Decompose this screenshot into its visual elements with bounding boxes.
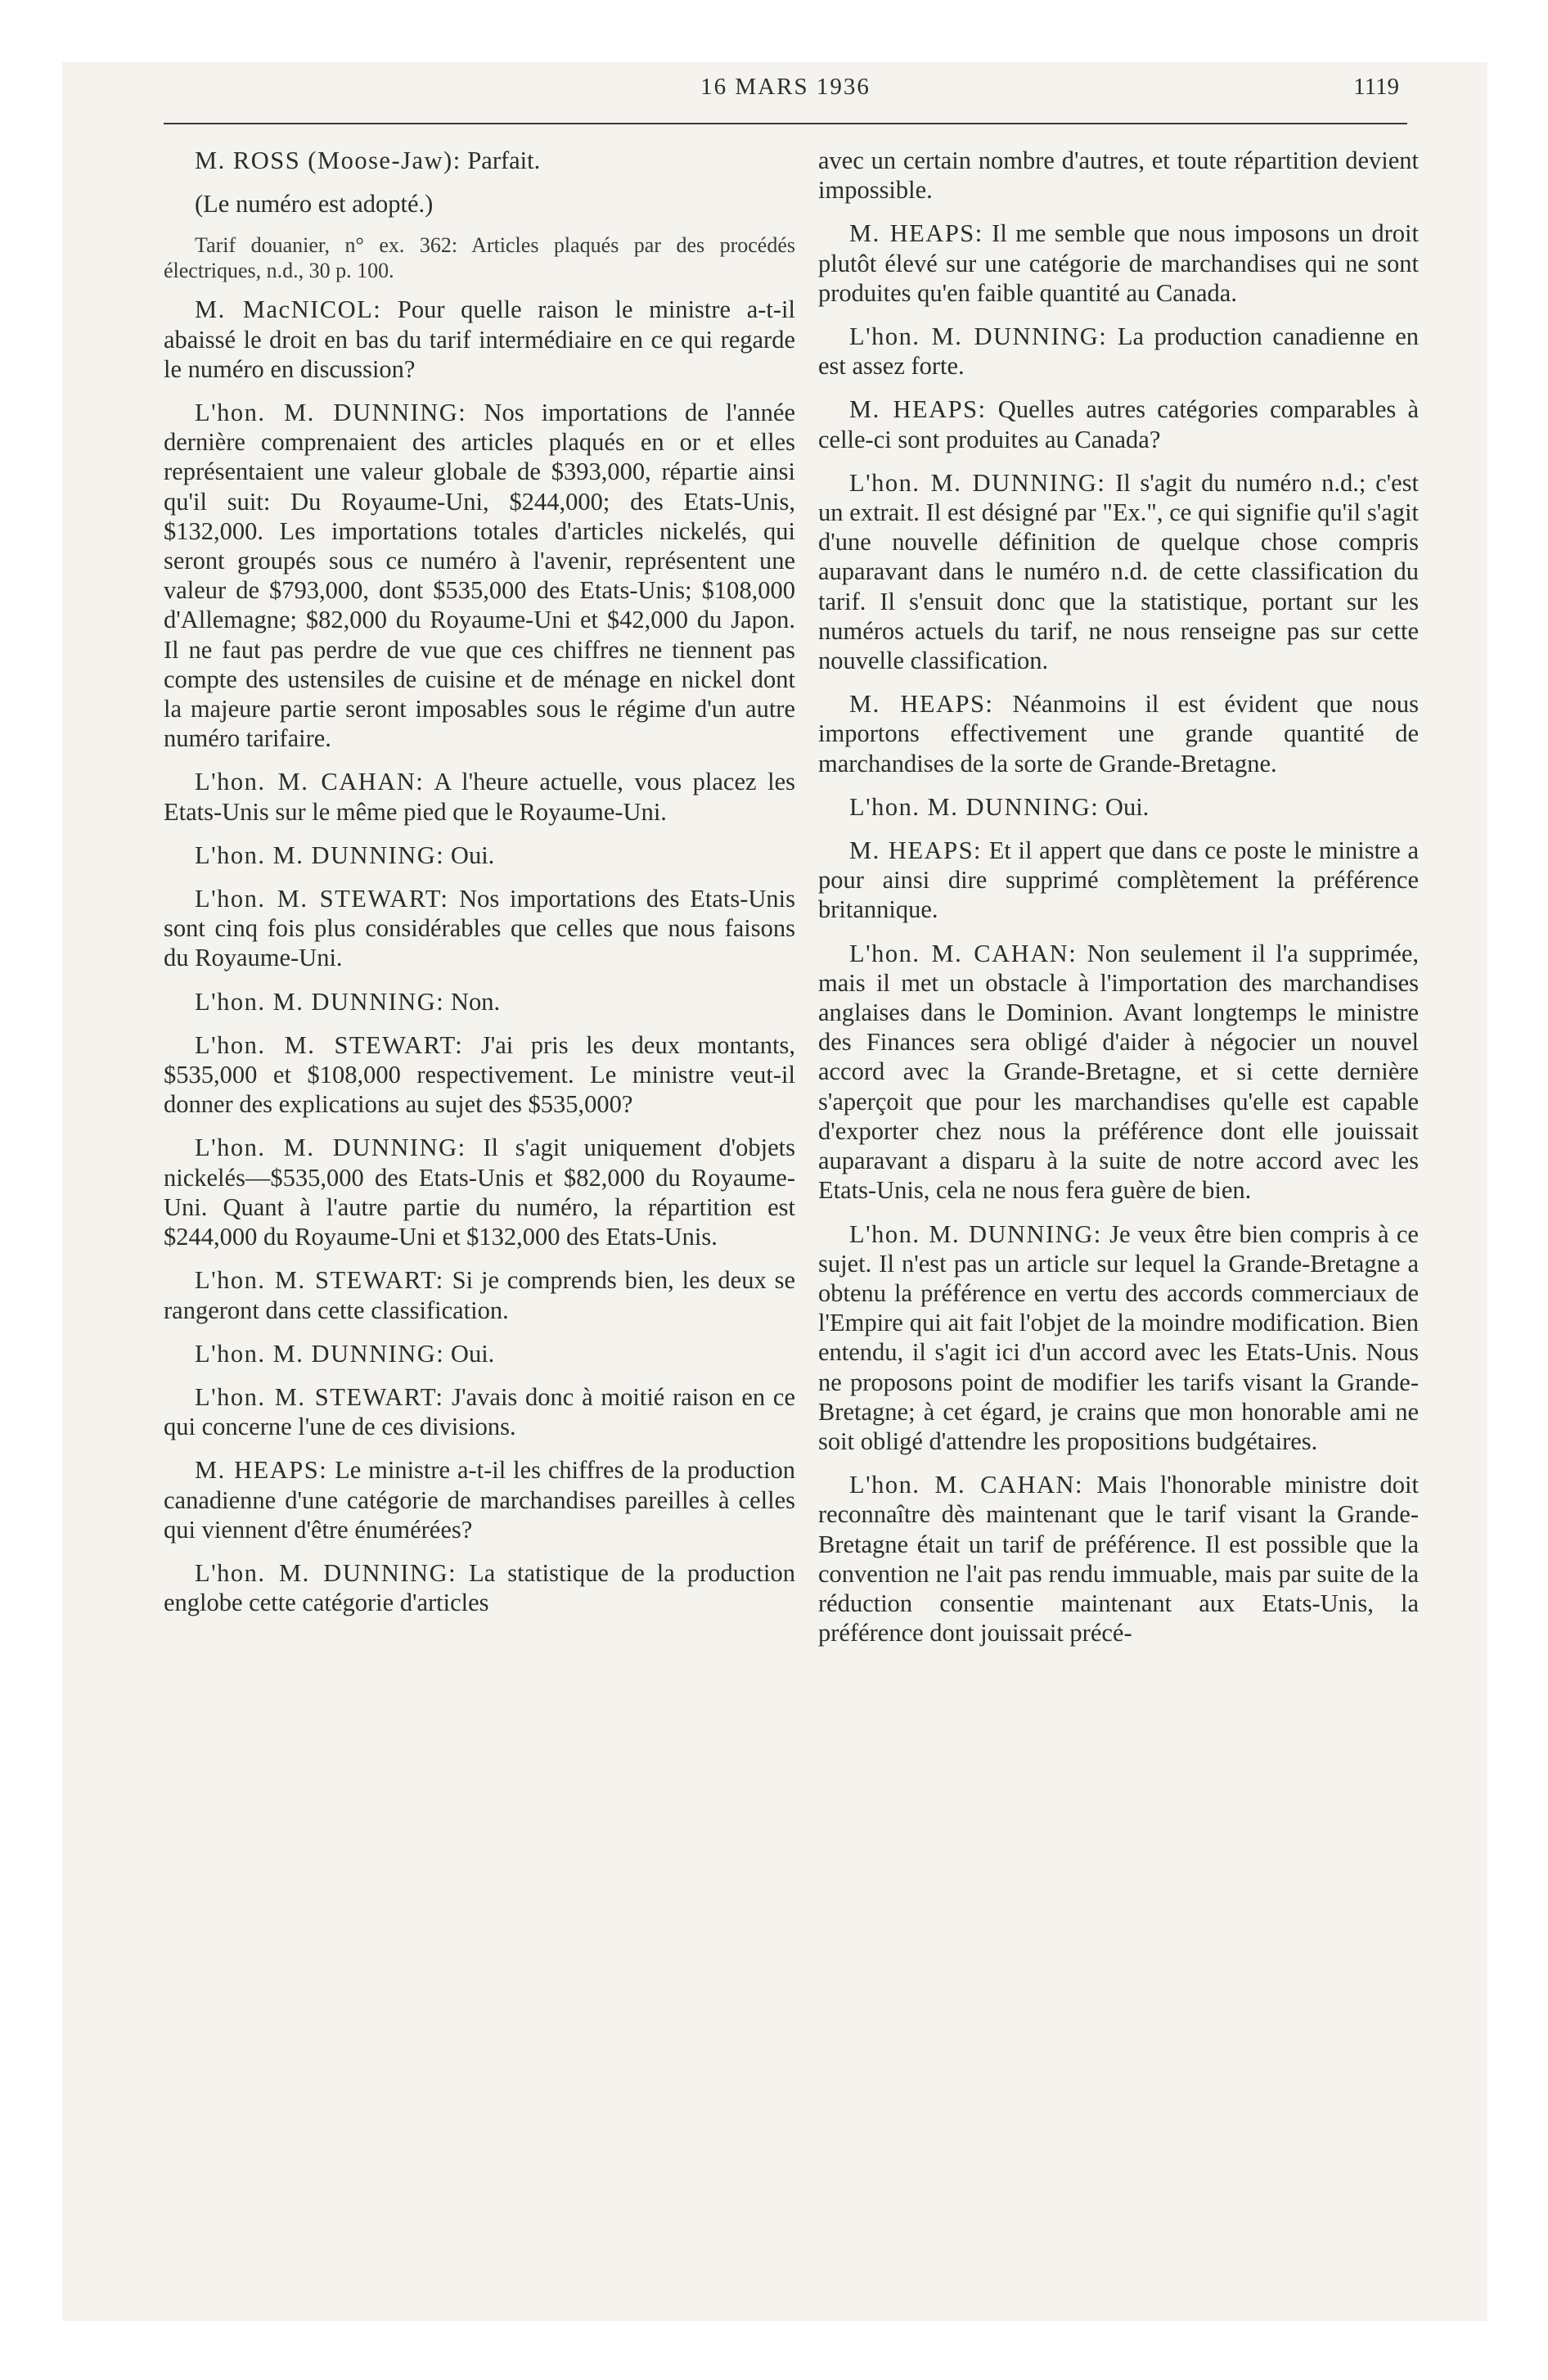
- speaker-name: M. HEAPS:: [849, 836, 983, 865]
- paragraph: [818, 836, 1419, 925]
- paragraph: [164, 884, 795, 973]
- speech-text: Oui.: [1099, 792, 1150, 821]
- speech-text: Si je comprends bien, les deux se rangeront dans cette classification.: [164, 1266, 795, 1324]
- speech-text: Mais l'honorable ministre doit reconnaître dès maintenant que le tarif visant la Grande-Bretagne était un tarif de préférence. Il est possible que la convention ne l'ait pas rendu immuable, mais par suite de la réduction consentie maintenant aux Etats-Unis, la préférence dont jouissait précé-: [818, 1471, 1419, 1648]
- speech-text: Pour quelle raison le ministre a-t-il abaissé le droit en bas du tarif intermédiaire en ce qui regarde le numéro en discussion?: [164, 295, 795, 383]
- speaker-name: L'hon. M. STEWART:: [195, 885, 449, 913]
- speech-text: Néanmoins il est évident que nous importons effectivement une grande quantité de marchandises de la sorte de Grande-Bretagne.: [818, 690, 1419, 778]
- paragraph: [818, 468, 1419, 675]
- speech-text: Il me semble que nous imposons un droit plutôt élevé sur une catégorie de marchandises qui ne sont produites qu'en faible quantité au Canada.: [818, 219, 1420, 307]
- speaker-name: L'hon. M. STEWART:: [195, 1266, 444, 1295]
- paragraph: [164, 1382, 795, 1441]
- speech-text: Oui.: [444, 841, 495, 869]
- speech-text: Nos importations de l'année dernière comprenaient des articles plaqués en or et elles représentaient une valeur globale de $393,000, répartie ainsi qu'il suit: Du Royaume-Uni, $244,000; des Etats-Unis, $132,000. Les importations totales d'articles nickelés, qui seront groupés sous ce numéro à l'avenir, représentent une valeur de $793,000, dont $535,000 des Etats-Unis; $108,000 d'Allemagne; $82,000 du Royaume-Uni et $42,000 du Japon. Il ne faut pas perdre de vue que ces chiffres ne tiennent pas compte des ustensiles de cuisine et de ménage en nickel dont la majeure partie seront imposables sous le régime d'un autre numéro tarifaire.: [164, 399, 795, 753]
- speaker-name: L'hon. M. DUNNING:: [849, 468, 1106, 497]
- speech-text: A l'heure actuelle, vous placez les Etats-Unis sur le même pied que le Royaume-Uni.: [164, 768, 795, 826]
- paragraph: [164, 987, 795, 1016]
- speech-text: Non.: [444, 987, 501, 1016]
- speaker-name: L'hon. M. STEWART:: [195, 1030, 464, 1059]
- page-number: 1119: [1353, 74, 1399, 100]
- speech-text: Et il appert que dans ce poste le ministre a pour ainsi dire supprimé complètement la préférence britannique.: [818, 836, 1419, 924]
- speech-text: avec un certain nombre d'autres, et toute répartition devient impossible.: [818, 146, 1419, 205]
- speech-text: Tarif douanier, n° ex. 362: Articles plaqués par des procédés électriques, n.d., 30 p. 100.: [164, 233, 795, 283]
- speech-text: Je veux être bien compris à ce sujet. Il n'est pas un article sur lequel la Grande-Bretagne a obtenu la préférence en vertu des accords commerciaux de l'Empire qui ait fait l'objet de la moindre modification. Bien entendu, il s'agit ici d'un accord avec les Etats-Unis. Nous ne proposons point de modifier les tarifs visant la Grande-Bretagne; à cet égard, je crains que mon honorable ami ne soit obligé d'attendre les propositions budgétaires.: [818, 1219, 1419, 1455]
- speech-text: Non seulement il l'a supprimée, mais il met un obstacle à l'importation des marchandises anglaises dans le Dominion. Avant longtemps le ministre des Finances sera obligé d'aider à négocier un nouvel accord avec la Grande-Bretagne, et si cette dernière s'aperçoit que pour les marchandises qu'elle est capable d'exporter chez nous la préférence dont elle jouissait auparavant a disparu à la suite de notre accord avec les Etats-Unis, cela ne nous fera guère de bien.: [818, 939, 1419, 1205]
- speaker-name: M. HEAPS:: [849, 690, 994, 719]
- speech-text: J'avais donc à moitié raison en ce qui concerne l'une de ces divisions.: [164, 1382, 795, 1441]
- paragraph: [818, 689, 1419, 778]
- speech-text: Quelles autres catégories comparables à celle-ci sont produites au Canada?: [818, 395, 1419, 453]
- speech-text: Il s'agit uniquement d'objets nickelés—$535,000 des Etats-Unis et $82,000 du Royaume-Uni. Quant à l'autre partie du numéro, la répartition est $244,000 du Royaume-Uni et $132,000 des Etats-Unis.: [164, 1134, 795, 1251]
- speaker-name: M. HEAPS:: [195, 1456, 328, 1485]
- speaker-name: L'hon. M. DUNNING:: [849, 1219, 1102, 1248]
- header-rule: [164, 123, 1407, 124]
- speaker-name: L'hon. M. DUNNING:: [195, 1558, 457, 1587]
- paragraph: [164, 189, 795, 219]
- paragraph: [164, 767, 795, 826]
- paragraph: [164, 232, 795, 283]
- speaker-name: M. HEAPS:: [849, 219, 983, 248]
- speaker-name: L'hon. M. STEWART:: [195, 1382, 444, 1411]
- speech-text: (Le numéro est adopté.): [195, 190, 434, 219]
- speaker-name: L'hon. M. DUNNING:: [195, 841, 445, 869]
- speaker-name: L'hon. M. DUNNING:: [195, 987, 445, 1016]
- paragraph: [164, 146, 795, 175]
- speech-text: Il s'agit du numéro n.d.; c'est un extrait. Il est désigné par "Ex.", ce qui signifie qu'il s'agit d'une nouvelle définition de quelque chose compris auparavant dans le numéro n.d. de cette classification du tarif. Il s'ensuit donc que la statistique, portant sur les numéros actuels du tarif, ne nous renseigne pas sur cette nouvelle classification.: [818, 468, 1419, 675]
- paragraph: [818, 394, 1419, 453]
- paragraph: [164, 1265, 795, 1324]
- page-header: [164, 74, 1407, 115]
- paragraph: [818, 792, 1419, 822]
- speaker-name: L'hon. M. CAHAN:: [849, 1471, 1083, 1499]
- paragraph: [164, 1339, 795, 1368]
- speaker-name: L'hon. M. CAHAN:: [195, 768, 425, 796]
- speech-text: La statistique de la production englobe cette catégorie d'articles: [164, 1558, 795, 1617]
- paragraph: [164, 1030, 795, 1120]
- running-head: 16 MARS 1936: [700, 74, 871, 100]
- speech-text: La production canadienne en est assez forte.: [818, 322, 1419, 381]
- paragraph: [164, 1133, 795, 1251]
- speaker-name: L'hon. M. DUNNING:: [195, 1339, 445, 1368]
- speaker-name: L'hon. M. CAHAN:: [849, 939, 1078, 967]
- speaker-name: L'hon. M. DUNNING:: [195, 399, 467, 427]
- right-column: [818, 146, 1419, 1661]
- paragraph: [164, 1455, 795, 1544]
- speaker-name: M. MacNICOL:: [195, 295, 382, 324]
- speaker-name: M. ROSS (Moose-Jaw):: [195, 146, 461, 174]
- speaker-name: M. HEAPS:: [849, 395, 987, 424]
- speech-text: Parfait.: [461, 146, 541, 174]
- speech-text: Le ministre a-t-il les chiffres de la production canadienne d'une catégorie de marchandises pareilles à celles qui viennent d'être énumérées?: [164, 1456, 795, 1544]
- paragraph: [164, 1558, 795, 1617]
- left-column: [164, 146, 795, 1631]
- speech-text: J'ai pris les deux montants, $535,000 et $108,000 respectivement. Le ministre veut-il donner des explications au sujet des $535,000?: [164, 1030, 796, 1119]
- paragraph: [818, 219, 1419, 308]
- speech-text: Nos importations des Etats-Unis sont cinq fois plus considérables que celles que nous faisons du Royaume-Uni.: [164, 885, 796, 972]
- paragraph: [818, 939, 1419, 1206]
- paragraph: [164, 398, 795, 753]
- speaker-name: L'hon. M. DUNNING:: [849, 322, 1108, 351]
- speaker-name: L'hon. M. DUNNING:: [849, 792, 1100, 821]
- paragraph: [818, 146, 1419, 205]
- paragraph: [164, 295, 795, 384]
- speaker-name: L'hon. M. DUNNING:: [195, 1134, 466, 1162]
- paragraph: [818, 322, 1419, 381]
- paragraph: [164, 841, 795, 870]
- paragraph: [818, 1219, 1419, 1457]
- paragraph: [818, 1470, 1419, 1648]
- speech-text: Oui.: [444, 1339, 495, 1368]
